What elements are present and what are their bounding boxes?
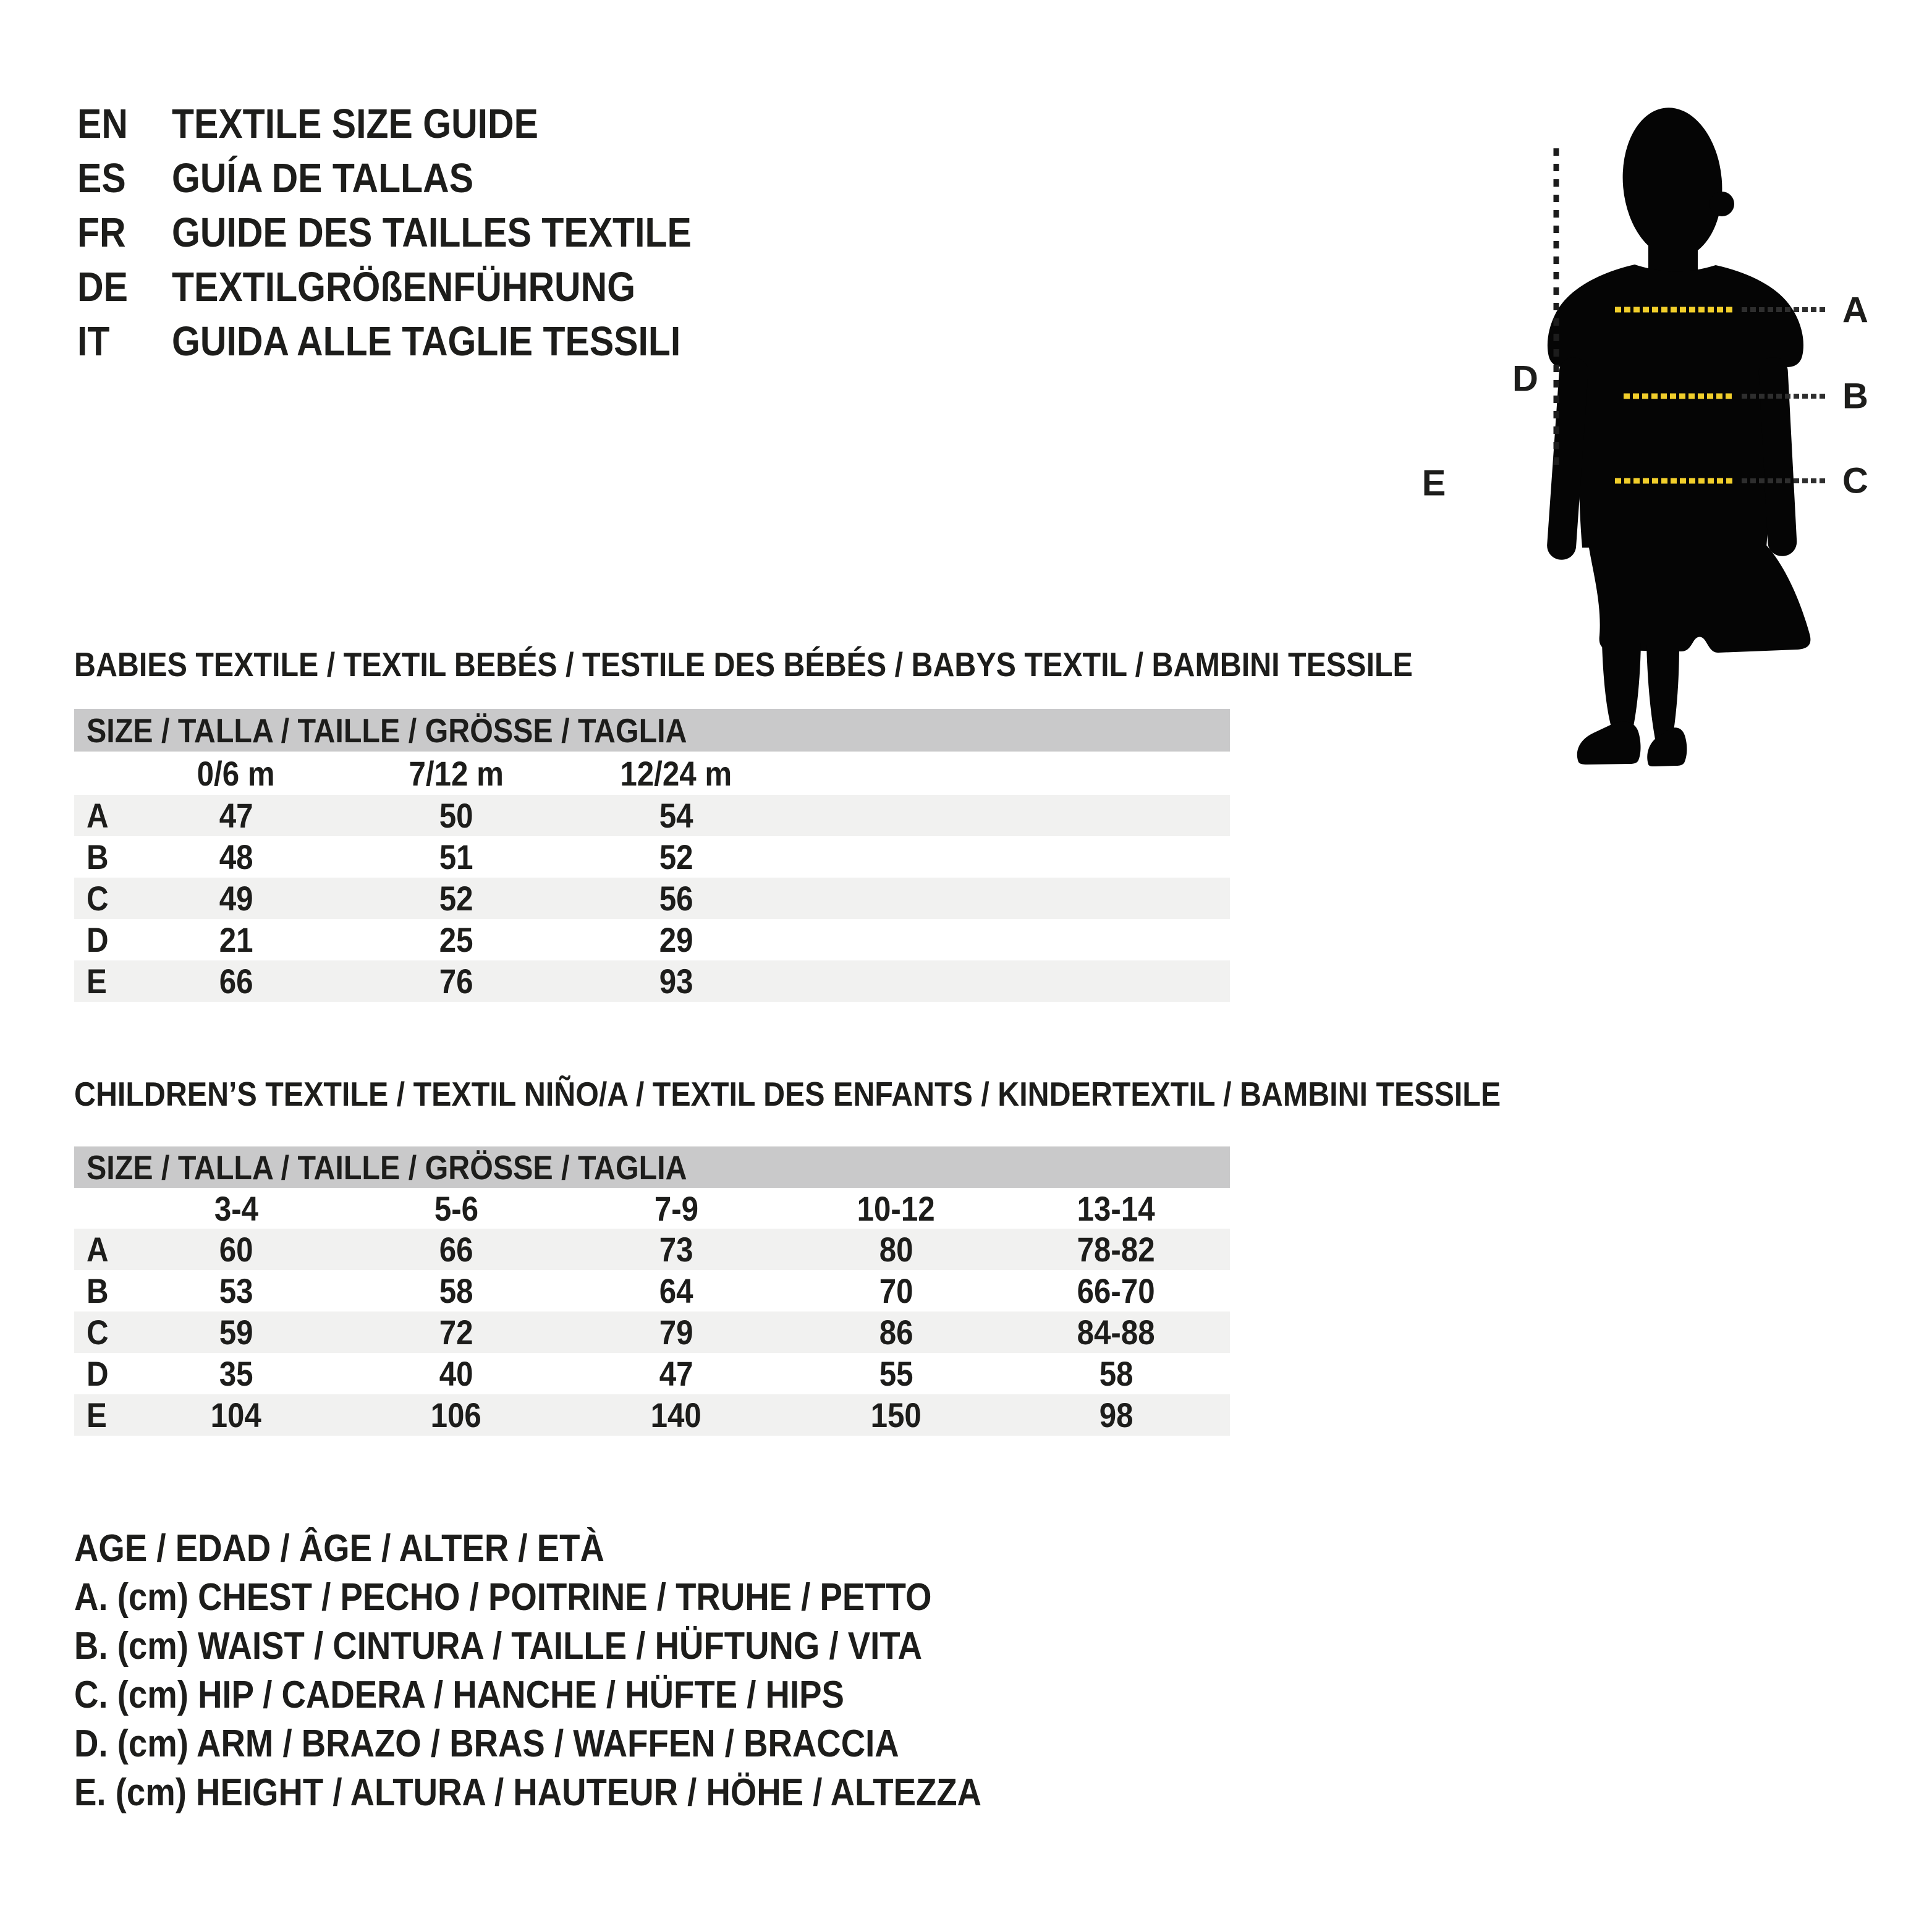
- children-size-header-bar: SIZE / TALLA / TAILLE / GRÖSSE / TAGLIA: [74, 1146, 1230, 1188]
- legend-line-hip: C. (cm) HIP / CADERA / HANCHE / HÜFTE / HIPS: [74, 1674, 844, 1716]
- children-col-3: 10-12: [857, 1188, 936, 1228]
- lang-code-de: DE: [77, 263, 128, 310]
- babies-col-1: 7/12 m: [409, 753, 504, 793]
- babies-size-table: [74, 709, 1230, 1002]
- legend-line-height: E. (cm) HEIGHT / ALTURA / HAUTEUR / HÖHE / ALTEZZA: [74, 1771, 982, 1814]
- children-col-2: 7-9: [654, 1188, 698, 1228]
- lang-title-fr: GUIDE DES TAILLES TEXTILE: [172, 209, 692, 256]
- babies-size-header-bar: SIZE / TALLA / TAILLE / GRÖSSE / TAGLIA: [74, 709, 1230, 752]
- babies-section-heading: BABIES TEXTILE / TEXTIL BEBÉS / TESTILE DES BÉBÉS / BABYS TEXTIL / BAMBINI TESSILE: [74, 645, 1413, 684]
- legend-line-waist: B. (cm) WAIST / CINTURA / TAILLE / HÜFTUNG / VITA: [74, 1625, 923, 1667]
- lang-row-it: [77, 314, 762, 368]
- table-row: E 66 76 93: [74, 960, 1230, 1002]
- lang-row-es: [77, 151, 762, 205]
- lang-code-es: ES: [77, 155, 126, 201]
- measurement-legend: [74, 1524, 1105, 1817]
- children-col-1: 5-6: [434, 1188, 478, 1228]
- children-col-4: 13-14: [1077, 1188, 1156, 1228]
- legend-line-age: AGE / EDAD / ÂGE / ALTER / ETÀ: [74, 1527, 604, 1570]
- table-row: E 104 106 140 150 98: [74, 1394, 1230, 1436]
- children-size-table: [74, 1146, 1230, 1436]
- lang-code-it: IT: [77, 318, 110, 365]
- lang-code-en: EN: [77, 100, 128, 147]
- table-row: B 53 58 64 70 66-70: [87, 1271, 1156, 1310]
- table-row: C 59 72 79 86 84-88: [74, 1311, 1230, 1353]
- child-silhouette-figure: [1483, 74, 1932, 816]
- babies-col-0: 0/6 m: [197, 753, 276, 793]
- lang-title-it: GUIDA ALLE TAGLIE TESSILI: [172, 318, 681, 365]
- lang-title-de: TEXTILGRÖßENFÜHRUNG: [172, 263, 636, 310]
- children-column-header-row: [74, 1188, 1230, 1229]
- table-row: B 48 51 52: [87, 837, 693, 876]
- table-row: D 35 40 47 55 58: [87, 1354, 1133, 1393]
- babies-col-2: 12/24 m: [620, 753, 732, 793]
- measure-label-D: D: [1512, 358, 1538, 399]
- lang-title-es: GUÍA DE TALLAS: [172, 155, 474, 201]
- measure-label-A: A: [1842, 290, 1868, 331]
- lang-row-fr: [77, 205, 762, 260]
- table-row: D 21 25 29: [87, 920, 693, 959]
- legend-line-arm: D. (cm) ARM / BRAZO / BRAS / WAFFEN / BRACCIA: [74, 1722, 899, 1765]
- babies-column-header-row: [74, 752, 1230, 795]
- table-row: C 49 52 56: [74, 878, 1230, 919]
- lang-row-en: [77, 96, 762, 151]
- lang-title-en: TEXTILE SIZE GUIDE: [172, 100, 538, 147]
- children-section-heading: CHILDREN’S TEXTILE / TEXTIL NIÑO/A / TEXTIL DES ENFANTS / KINDERTEXTIL / BAMBINI TESSILE: [74, 1075, 1501, 1113]
- table-row: A 60 66 73 80 78-82: [74, 1229, 1230, 1270]
- children-col-0: 3-4: [214, 1188, 258, 1228]
- measure-label-C: C: [1842, 460, 1868, 501]
- language-title-block: [77, 96, 762, 368]
- measure-label-E: E: [1421, 463, 1446, 504]
- measure-label-B: B: [1842, 376, 1868, 417]
- lang-row-de: [77, 260, 762, 314]
- lang-code-fr: FR: [77, 209, 126, 256]
- legend-line-chest: A. (cm) CHEST / PECHO / POITRINE / TRUHE / PETTO: [74, 1576, 932, 1619]
- table-row: A 47 50 54: [74, 795, 1230, 836]
